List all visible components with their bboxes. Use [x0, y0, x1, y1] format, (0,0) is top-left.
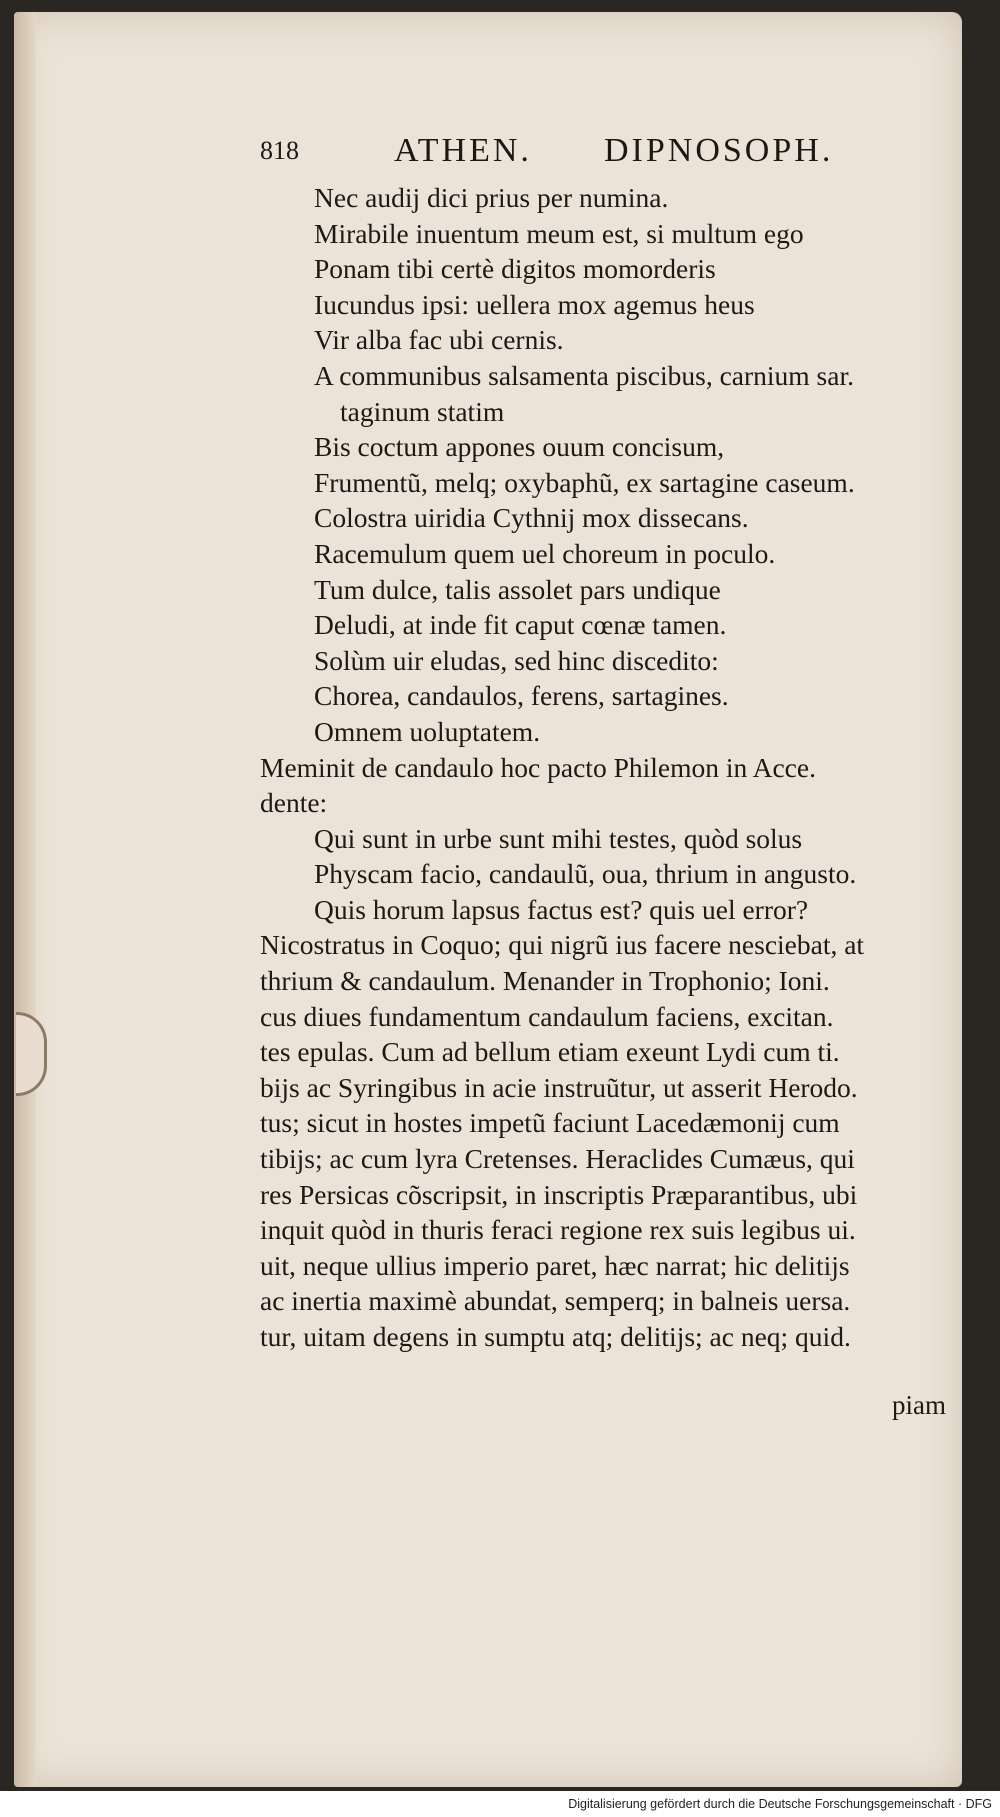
- text-line: A communibus salsamenta piscibus, carnium sar.: [314, 359, 854, 391]
- text-line: Tum dulce, talis assolet pars undique: [314, 573, 721, 605]
- text-line: tus; sicut in hostes impetũ faciunt Lacedæmonij cum: [260, 1107, 840, 1139]
- text-line: ac inertia maximè abundat, semperq; in balneis uersa.: [260, 1285, 851, 1317]
- text-line: taginum statim: [340, 395, 505, 427]
- text-line: Meminit de candaulo hoc pacto Philemon in Acce.: [260, 751, 816, 783]
- text-line: Ponam tibi certè digitos momorderis: [314, 253, 716, 285]
- footer-credit: Digitalisierung gefördert durch die Deutsche Forschungsgemeinschaft · DFG: [568, 1797, 992, 1811]
- text-line: Bis coctum appones ouum concisum,: [314, 431, 725, 463]
- text-line: Vir alba fac ubi cernis.: [314, 324, 564, 356]
- running-header: [260, 132, 960, 172]
- text-line: inquit quòd in thuris feraci regione rex suis legibus ui.: [260, 1214, 856, 1246]
- text-line: Solùm uir eludas, sed hinc discedito:: [314, 644, 719, 676]
- text-line: Nicostratus in Coquo; qui nigrũ ius facere nesciebat, at: [260, 929, 865, 961]
- page-edge: [14, 12, 36, 1787]
- catchword: piam: [892, 1390, 946, 1420]
- text-line: uit, neque ullius imperio paret, hæc narrat; hic delitijs: [260, 1249, 850, 1281]
- digitization-footer: [0, 1791, 1000, 1817]
- text-line: bijs ac Syringibus in acie instruũtur, ut asserit Herodo.: [260, 1071, 858, 1103]
- text-line: Quis horum lapsus factus est? quis uel error?: [314, 893, 809, 925]
- text-line: Colostra uiridia Cythnij mox dissecans.: [314, 502, 749, 534]
- text-line: Racemulum quem uel choreum in poculo.: [314, 537, 776, 569]
- text-line: Omnem uoluptatem.: [314, 715, 541, 747]
- text-line: Iucundus ipsi: uellera mox agemus heus: [314, 288, 755, 320]
- header-title-left: ATHEN.: [394, 132, 532, 169]
- book-clasp: [16, 1012, 47, 1096]
- text-line: res Persicas cõscripsit, in inscriptis Præparantibus, ubi: [260, 1178, 858, 1210]
- text-line: Chorea, candaulos, ferens, sartagines.: [314, 680, 729, 712]
- text-line: cus diues fundamentum candaulum faciens, excitan.: [260, 1000, 834, 1032]
- text-line: Frumentũ, melq; oxybaphũ, ex sartagine caseum.: [314, 466, 855, 498]
- text-line: tibijs; ac cum lyra Cretenses. Heraclides Cumæus, qui: [260, 1143, 855, 1175]
- text-line: thrium & candaulum. Menander in Trophonio; Ioni.: [260, 965, 830, 997]
- text-line: tes epulas. Cum ad bellum etiam exeunt Lydi cum ti.: [260, 1036, 840, 1068]
- text-line: Mirabile inuentum meum est, si multum ego: [314, 217, 804, 249]
- text-line: Physcam facio, candaulũ, oua, thrium in angusto.: [314, 858, 857, 890]
- text-block: [260, 180, 960, 1355]
- folio-number: 818: [260, 136, 299, 165]
- text-line: Qui sunt in urbe sunt mihi testes, quòd solus: [314, 822, 803, 854]
- header-title-right: DIPNOSOPH.: [604, 132, 834, 169]
- text-line: Nec audij dici prius per numina.: [314, 182, 669, 213]
- text-line: tur, uitam degens in sumptu atq; delitijs; ac neq; quid.: [260, 1321, 851, 1352]
- text-line: dente:: [260, 787, 328, 819]
- text-line: Deludi, at inde fit caput cœnæ tamen.: [314, 609, 727, 641]
